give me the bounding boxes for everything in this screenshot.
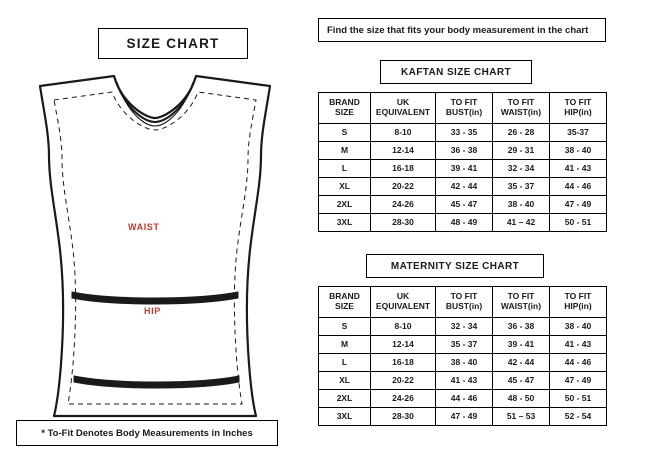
column-header-uk-equivalent — [371, 93, 436, 124]
header-line: TO FIT — [564, 97, 592, 108]
cell-uk: 28-30 — [371, 214, 436, 232]
cell-brand-size: M — [319, 336, 371, 354]
cell-bust: 41 - 43 — [436, 372, 493, 390]
header-line: TO FIT — [507, 291, 535, 302]
header-line: SIZE — [335, 107, 354, 117]
header-line: TO FIT — [564, 291, 592, 302]
footnote — [16, 420, 278, 446]
cell-uk: 20-22 — [371, 178, 436, 196]
cell-bust: 32 - 34 — [436, 318, 493, 336]
cell-bust: 42 - 44 — [436, 178, 493, 196]
table-row — [319, 214, 607, 232]
cell-hip: 44 - 46 — [550, 354, 607, 372]
table-header-row — [319, 93, 607, 124]
kaftan-table-title — [380, 60, 532, 84]
footnote-label: * To-Fit Denotes Body Measurements in Inches — [41, 427, 253, 439]
table-row — [319, 336, 607, 354]
kaftan-size-table — [318, 92, 607, 232]
cell-brand-size: XL — [319, 372, 371, 390]
maternity-table-title-label: MATERNITY SIZE CHART — [390, 260, 520, 272]
cell-waist: 36 - 38 — [493, 318, 550, 336]
cell-uk: 20-22 — [371, 372, 436, 390]
header-line: TO FIT — [507, 97, 535, 108]
table-header-row — [319, 287, 607, 318]
header-line: WAIST(in) — [500, 301, 542, 311]
maternity-size-table — [318, 286, 607, 426]
cell-hip: 41 - 43 — [550, 336, 607, 354]
table-row — [319, 318, 607, 336]
table-row — [319, 196, 607, 214]
cell-waist: 35 - 37 — [493, 178, 550, 196]
header-line: UK — [396, 97, 410, 108]
cell-uk: 24-26 — [371, 196, 436, 214]
cell-uk: 16-18 — [371, 354, 436, 372]
cell-bust: 39 - 41 — [436, 160, 493, 178]
cell-bust: 48 - 49 — [436, 214, 493, 232]
cell-bust: 47 - 49 — [436, 408, 493, 426]
cell-uk: 24-26 — [371, 390, 436, 408]
column-header-hip — [550, 93, 607, 124]
cell-brand-size: S — [319, 318, 371, 336]
column-header-brand-size — [319, 93, 371, 124]
cell-uk: 8-10 — [371, 124, 436, 142]
header-line: BUST(in) — [445, 107, 483, 117]
cell-hip: 44 - 46 — [550, 178, 607, 196]
cell-brand-size: 2XL — [319, 390, 371, 408]
cell-hip: 38 - 40 — [550, 318, 607, 336]
cell-brand-size: 2XL — [319, 196, 371, 214]
header-line: EQUIVALENT — [375, 107, 431, 117]
header-line: HIP(in) — [564, 301, 592, 311]
cell-bust: 35 - 37 — [436, 336, 493, 354]
instruction-banner-label: Find the size that fits your body measurement in the chart — [327, 24, 589, 36]
waist-label: WAIST — [128, 222, 160, 232]
column-header-waist — [493, 93, 550, 124]
cell-waist: 48 - 50 — [493, 390, 550, 408]
cell-brand-size: M — [319, 142, 371, 160]
cell-brand-size: 3XL — [319, 214, 371, 232]
cell-brand-size: XL — [319, 178, 371, 196]
cell-hip: 35-37 — [550, 124, 607, 142]
header-line: TO FIT — [450, 291, 478, 302]
cell-bust: 45 - 47 — [436, 196, 493, 214]
cell-waist: 39 - 41 — [493, 336, 550, 354]
cell-waist: 51 – 53 — [493, 408, 550, 426]
cell-hip: 50 - 51 — [550, 214, 607, 232]
maternity-table-title — [366, 254, 544, 278]
cell-waist: 41 – 42 — [493, 214, 550, 232]
table-row — [319, 390, 607, 408]
right-panel — [318, 18, 648, 426]
size-chart-title-label: SIZE CHART — [126, 36, 220, 51]
cell-brand-size: S — [319, 124, 371, 142]
header-line: UK — [396, 291, 410, 302]
table-row — [319, 178, 607, 196]
cell-uk: 8-10 — [371, 318, 436, 336]
column-header-uk-equivalent — [371, 287, 436, 318]
cell-uk: 16-18 — [371, 160, 436, 178]
column-header-brand-size — [319, 287, 371, 318]
garment-illustration — [18, 64, 293, 424]
cell-brand-size: L — [319, 160, 371, 178]
table-row — [319, 372, 607, 390]
left-panel — [10, 14, 300, 454]
column-header-bust — [436, 93, 493, 124]
column-header-waist — [493, 287, 550, 318]
cell-brand-size: L — [319, 354, 371, 372]
cell-brand-size: 3XL — [319, 408, 371, 426]
cell-bust: 36 - 38 — [436, 142, 493, 160]
cell-bust: 38 - 40 — [436, 354, 493, 372]
cell-bust: 33 - 35 — [436, 124, 493, 142]
table-row — [319, 354, 607, 372]
cell-uk: 12-14 — [371, 336, 436, 354]
header-line: BRAND — [329, 97, 360, 108]
cell-hip: 52 - 54 — [550, 408, 607, 426]
header-line: HIP(in) — [564, 107, 592, 117]
header-line: BUST(in) — [445, 301, 483, 311]
kaftan-table-title-label: KAFTAN SIZE CHART — [401, 66, 511, 78]
cell-hip: 41 - 43 — [550, 160, 607, 178]
cell-uk: 12-14 — [371, 142, 436, 160]
cell-bust: 44 - 46 — [436, 390, 493, 408]
table-row — [319, 124, 607, 142]
header-line: TO FIT — [450, 97, 478, 108]
table-row — [319, 142, 607, 160]
cell-waist: 29 - 31 — [493, 142, 550, 160]
cell-waist: 26 - 28 — [493, 124, 550, 142]
column-header-bust — [436, 287, 493, 318]
cell-waist: 42 - 44 — [493, 354, 550, 372]
header-line: WAIST(in) — [500, 107, 542, 117]
cell-hip: 38 - 40 — [550, 142, 607, 160]
cell-uk: 28-30 — [371, 408, 436, 426]
cell-hip: 47 - 49 — [550, 372, 607, 390]
column-header-hip — [550, 287, 607, 318]
hip-label: HIP — [144, 306, 161, 316]
cell-waist: 45 - 47 — [493, 372, 550, 390]
cell-hip: 50 - 51 — [550, 390, 607, 408]
header-line: SIZE — [335, 301, 354, 311]
table-row — [319, 408, 607, 426]
header-line: EQUIVALENT — [375, 301, 431, 311]
table-row — [319, 160, 607, 178]
cell-hip: 47 - 49 — [550, 196, 607, 214]
cell-waist: 32 - 34 — [493, 160, 550, 178]
header-line: BRAND — [329, 291, 360, 302]
size-chart-title — [98, 28, 248, 59]
instruction-banner — [318, 18, 606, 42]
cell-waist: 38 - 40 — [493, 196, 550, 214]
